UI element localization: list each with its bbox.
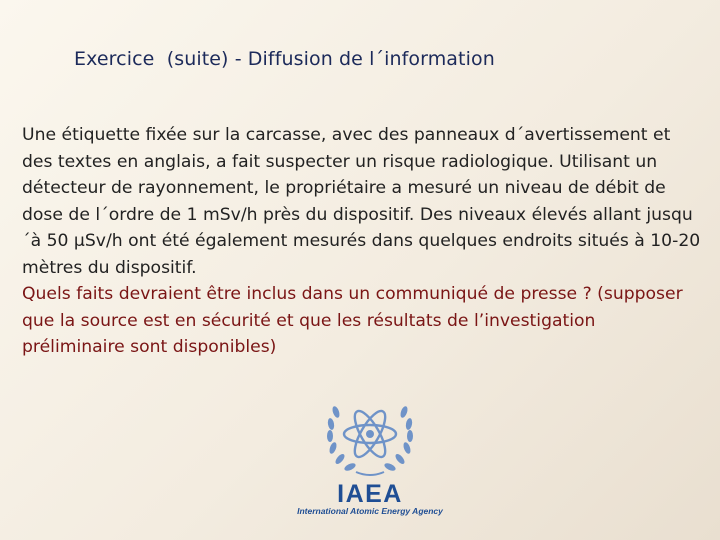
body-paragraph: Une étiquette fixée sur la carcasse, avec des panneaux d´avertissement et des textes en anglais, a fait suspecter un risque radiologique. Utilisant un détecteur de rayonnement, le propriétaire a mesuré un niveau de débit de dose de l´ordre de 1 mSv/h près du dispositif. Des niveaux élevés allant jusqu´à 50 µSv/h ont été également mesurés dans quelques endroits situés à 10-20 mètres du dispositif. bbox=[22, 125, 701, 278]
slide-body bbox=[22, 122, 702, 361]
slide-title: Exercice (suite) - Diffusion de l´information bbox=[74, 48, 495, 70]
iaea-logo bbox=[280, 398, 460, 528]
iaea-atom-laurel-icon bbox=[318, 398, 422, 478]
iaea-full-name: International Atomic Energy Agency bbox=[297, 506, 443, 516]
question-paragraph: Quels faits devraient être inclus dans un communiqué de presse ? (supposer que la source est en sécurité et que les résultats de l’investigation préliminaire sont disponibles) bbox=[22, 284, 683, 357]
iaea-acronym: IAEA bbox=[337, 480, 403, 508]
